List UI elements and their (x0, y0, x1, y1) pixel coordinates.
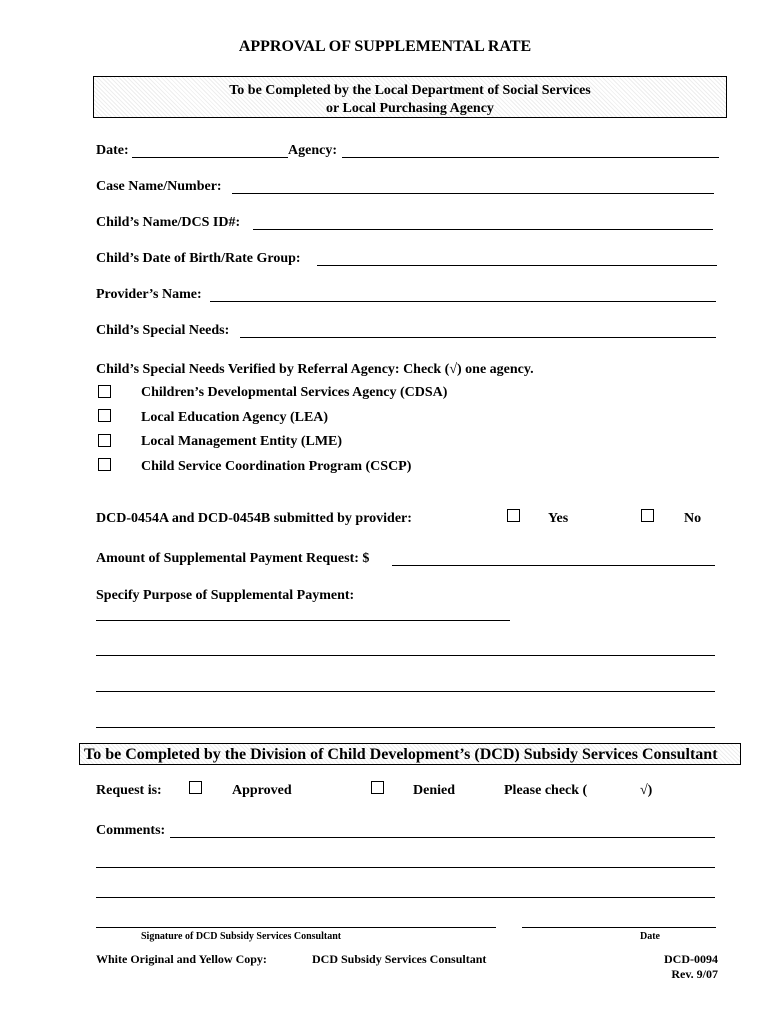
signature-date-line[interactable] (522, 927, 716, 928)
agency-field[interactable] (342, 157, 719, 158)
purpose-line-1[interactable] (96, 620, 510, 621)
submitted-yes-label: Yes (548, 511, 569, 526)
comments-line-3[interactable] (96, 897, 715, 898)
child-dob-label: Child’s Date of Birth/Rate Group: (96, 251, 301, 266)
cdsa-checkbox[interactable] (98, 385, 111, 398)
cscp-checkbox[interactable] (98, 458, 111, 471)
verification-label: Child’s Special Needs Verified by Referral Agency: Check (√) one agency. (96, 362, 534, 377)
form-id-block (664, 952, 718, 982)
child-name-label: Child’s Name/DCS ID#: (96, 215, 241, 230)
section-header-dcd-consultant: To be Completed by the Division of Child Development’s (DCD) Subsidy Services Consultant (79, 743, 741, 765)
purpose-line-2[interactable] (96, 655, 715, 656)
form-title: APPROVAL OF SUPPLEMENTAL RATE (238, 38, 532, 55)
approved-label: Approved (232, 783, 292, 798)
date-label: Date: (96, 143, 129, 158)
agency-label: Agency: (288, 143, 337, 158)
lme-option-label: Local Management Entity (LME) (141, 434, 343, 449)
signature-line[interactable] (96, 927, 496, 928)
form-number: DCD-0094 (664, 952, 718, 966)
please-check-label: Please check ( (504, 783, 588, 798)
request-label: Request is: (96, 783, 162, 798)
provider-name-field[interactable] (210, 301, 716, 302)
check-mark-label: √) (640, 783, 653, 798)
comments-label: Comments: (96, 823, 166, 838)
signature-date-label: Date (640, 931, 660, 942)
submitted-no-checkbox[interactable] (641, 509, 654, 522)
comments-line-2[interactable] (96, 867, 715, 868)
special-needs-label: Child’s Special Needs: (96, 323, 230, 338)
section-header-line-1: To be Completed by the Local Department of Social Services (229, 83, 591, 98)
amount-label: Amount of Supplemental Payment Request: $ (96, 551, 370, 566)
submitted-no-label: No (684, 511, 702, 526)
child-name-field[interactable] (253, 229, 713, 230)
purpose-label: Specify Purpose of Supplemental Payment: (96, 588, 355, 603)
cdsa-option-label: Children’s Developmental Services Agency (CDSA) (141, 385, 448, 400)
comments-line-1[interactable] (170, 837, 715, 838)
lme-checkbox[interactable] (98, 434, 111, 447)
purpose-line-4[interactable] (96, 727, 715, 728)
section-header-local-department (93, 76, 727, 118)
date-field[interactable] (132, 157, 288, 158)
lea-checkbox[interactable] (98, 409, 111, 422)
signature-label: Signature of DCD Subsidy Services Consultant (141, 931, 342, 942)
case-name-field[interactable] (232, 193, 714, 194)
purpose-line-3[interactable] (96, 691, 715, 692)
submitted-label: DCD-0454A and DCD-0454B submitted by provider: (96, 511, 412, 526)
copy-label: White Original and Yellow Copy: (96, 952, 267, 966)
child-dob-field[interactable] (317, 265, 717, 266)
cscp-option-label: Child Service Coordination Program (CSCP) (141, 459, 412, 474)
approved-checkbox[interactable] (189, 781, 202, 794)
submitted-yes-checkbox[interactable] (507, 509, 520, 522)
special-needs-field[interactable] (240, 337, 716, 338)
provider-name-label: Provider’s Name: (96, 287, 202, 302)
denied-label: Denied (413, 783, 455, 798)
case-name-label: Case Name/Number: (96, 179, 222, 194)
section-header-line-2: or Local Purchasing Agency (326, 101, 494, 116)
denied-checkbox[interactable] (371, 781, 384, 794)
form-revision: Rev. 9/07 (671, 967, 718, 981)
copy-value: DCD Subsidy Services Consultant (312, 952, 487, 966)
lea-option-label: Local Education Agency (LEA) (141, 410, 329, 425)
amount-field[interactable] (392, 565, 715, 566)
